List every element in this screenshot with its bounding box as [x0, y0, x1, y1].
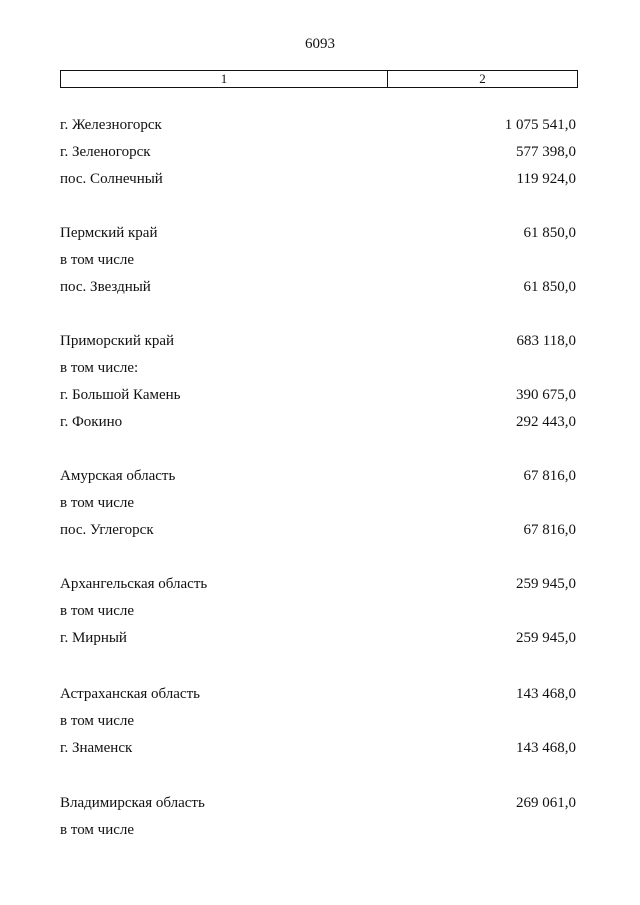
row-value: 61 850,0 — [523, 225, 576, 241]
column-header-1: 1 — [61, 71, 388, 87]
row-value: 143 468,0 — [516, 686, 576, 702]
table-row — [60, 277, 576, 297]
row-label: в том числе — [60, 495, 135, 511]
table-row — [60, 385, 576, 405]
row-label: г. Железногорск — [60, 117, 162, 133]
table-row — [60, 711, 576, 731]
table-row — [60, 223, 576, 243]
row-label: пос. Солнечный — [60, 171, 163, 187]
row-label: в том числе — [60, 822, 135, 838]
table-row — [60, 412, 576, 432]
table-row — [60, 358, 576, 378]
row-value: 119 924,0 — [516, 171, 576, 187]
row-value: 292 443,0 — [516, 414, 576, 430]
table-row — [60, 169, 576, 189]
table-row — [60, 820, 576, 840]
page-number: 6093 — [305, 36, 335, 52]
row-label: Архангельская область — [60, 576, 208, 592]
table-row — [60, 493, 576, 513]
row-label: г. Фокино — [60, 414, 123, 430]
row-value: 390 675,0 — [516, 387, 576, 403]
table-row — [60, 684, 576, 704]
row-label: Приморский край — [60, 333, 175, 349]
row-label: в том числе — [60, 603, 135, 619]
row-label: пос. Углегорск — [60, 522, 154, 538]
table-row — [60, 250, 576, 270]
row-label: Амурская область — [60, 468, 176, 484]
row-label: г. Мирный — [60, 630, 127, 646]
table-row — [60, 793, 576, 813]
table-row — [60, 520, 576, 540]
table-row — [60, 574, 576, 594]
row-value: 67 816,0 — [523, 468, 576, 484]
row-label: Владимирская область — [60, 795, 205, 811]
row-value: 683 118,0 — [516, 333, 576, 349]
table-row — [60, 628, 576, 648]
row-value: 143 468,0 — [516, 740, 576, 756]
table-row — [60, 738, 576, 758]
row-label: г. Знаменск — [60, 740, 133, 756]
row-label: в том числе — [60, 713, 135, 729]
row-value: 259 945,0 — [516, 576, 576, 592]
table-row — [60, 331, 576, 351]
row-label: в том числе: — [60, 360, 139, 376]
row-value: 1 075 541,0 — [504, 117, 576, 133]
row-label: Пермский край — [60, 225, 158, 241]
column-header-2: 2 — [479, 71, 486, 86]
row-label: г. Зеленогорск — [60, 144, 151, 160]
row-label: Астраханская область — [60, 686, 200, 702]
table-row — [60, 142, 576, 162]
row-label: в том числе — [60, 252, 135, 268]
row-value: 577 398,0 — [516, 144, 576, 160]
table-row — [60, 466, 576, 486]
table-row — [60, 115, 576, 135]
row-value: 61 850,0 — [523, 279, 576, 295]
row-value: 67 816,0 — [523, 522, 576, 538]
table-row — [60, 601, 576, 621]
table-header — [60, 70, 578, 88]
row-value: 269 061,0 — [516, 795, 576, 811]
row-label: г. Большой Камень — [60, 387, 181, 403]
row-value: 259 945,0 — [516, 630, 576, 646]
row-label: пос. Звездный — [60, 279, 151, 295]
